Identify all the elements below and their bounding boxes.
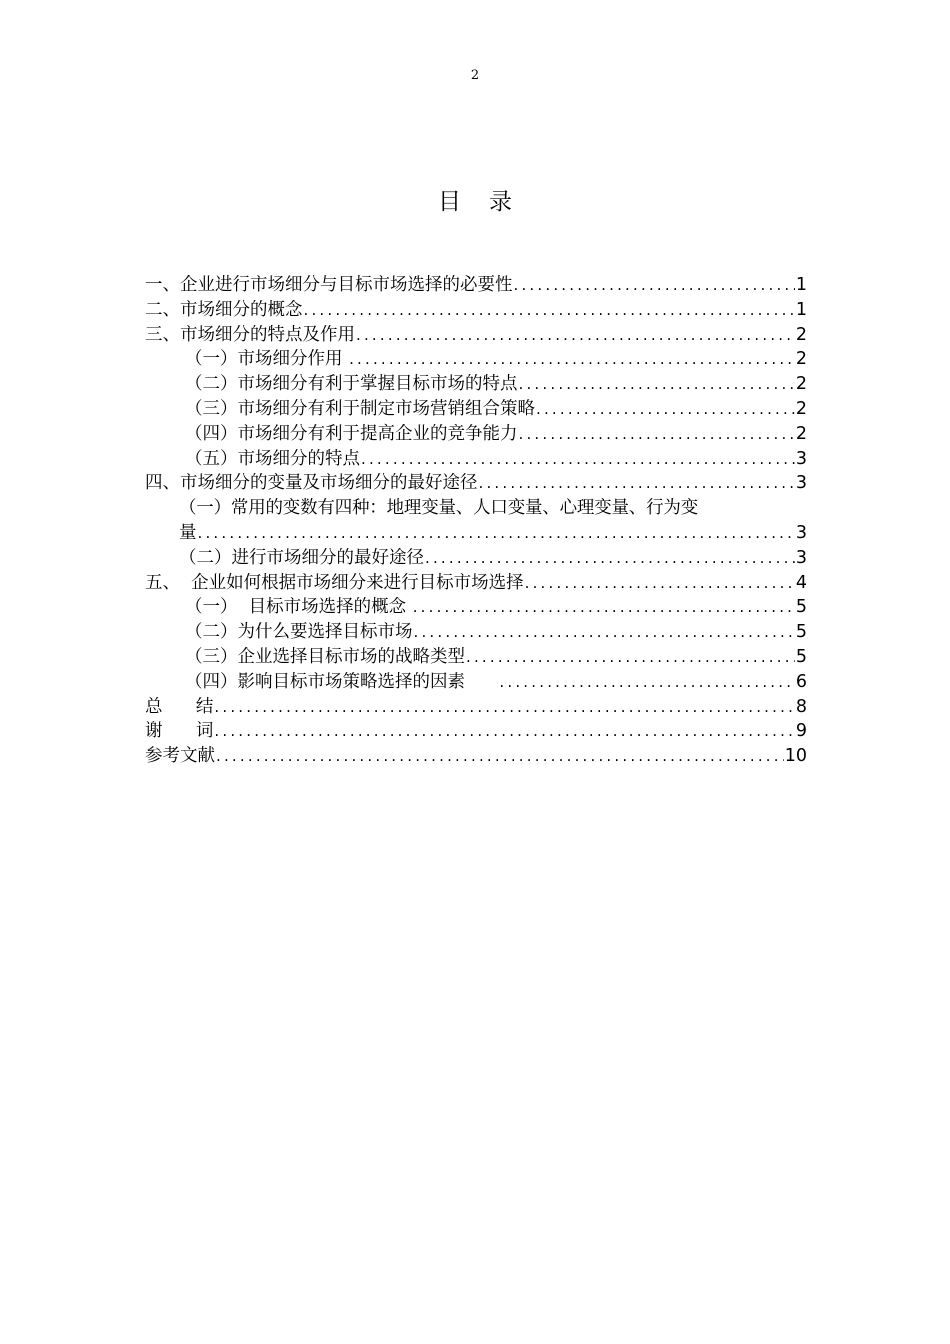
toc-entry-page: 10 bbox=[784, 746, 807, 767]
toc-entry-title: （一）市场细分作用 bbox=[185, 349, 349, 370]
toc-entry-page: 1 bbox=[795, 275, 807, 295]
toc-entry-title: （二）进行市场细分的最好途径 bbox=[179, 547, 424, 568]
toc-entry[interactable] bbox=[145, 695, 807, 720]
toc-dot-leader bbox=[413, 595, 795, 620]
toc-entry-title: （五）市场细分的特点 bbox=[185, 448, 360, 469]
toc-entry-page: 3 bbox=[795, 448, 807, 469]
toc-entry-title: （二）为什么要选择目标市场 bbox=[185, 622, 413, 643]
toc-dot-leader bbox=[536, 397, 795, 422]
toc-entry-title: （三）市场细分有利于制定市场营销组合策略 bbox=[185, 398, 535, 419]
toc-entry-title: 谢 词 bbox=[145, 721, 214, 742]
toc-title-char-2: 录 bbox=[489, 189, 512, 215]
toc-entry[interactable] bbox=[145, 670, 807, 695]
toc-entry-page: 5 bbox=[795, 622, 807, 643]
toc-entry-title: 一、企业进行市场细分与目标市场选择的必要性 bbox=[145, 275, 513, 295]
toc-dot-leader bbox=[349, 347, 795, 372]
toc-entry-page: 6 bbox=[795, 671, 807, 692]
toc-dot-leader bbox=[216, 744, 784, 769]
toc-entry[interactable] bbox=[145, 273, 807, 298]
toc-dot-leader bbox=[198, 521, 795, 546]
toc-entry-title: 二、市场细分的概念 bbox=[145, 299, 303, 320]
toc-entry-page: 3 bbox=[795, 522, 807, 543]
toc-entry[interactable] bbox=[145, 323, 807, 348]
page-number: 2 bbox=[470, 68, 480, 83]
toc-entry-page: 9 bbox=[795, 721, 807, 742]
toc-entry[interactable] bbox=[145, 298, 807, 323]
toc-entry[interactable] bbox=[145, 447, 807, 472]
toc-entry-title: 总 结 bbox=[145, 696, 214, 717]
toc-dot-leader bbox=[514, 273, 795, 298]
toc-entry[interactable] bbox=[145, 372, 807, 397]
toc-entry-page: 5 bbox=[795, 646, 807, 667]
toc-dot-leader bbox=[479, 471, 795, 496]
toc-dot-leader bbox=[499, 670, 794, 695]
toc-entry[interactable] bbox=[145, 595, 807, 620]
toc-entry-title: 五、 企业如何根据市场细分来进行目标市场选择 bbox=[145, 572, 524, 593]
toc-entry-page: 3 bbox=[795, 547, 807, 568]
toc-dot-leader bbox=[214, 695, 794, 720]
toc-entry[interactable] bbox=[145, 397, 807, 422]
toc-dot-leader bbox=[214, 719, 794, 744]
toc-entry[interactable] bbox=[145, 546, 807, 571]
toc-title bbox=[0, 183, 950, 216]
toc-dot-leader bbox=[304, 298, 795, 323]
toc-dot-leader bbox=[525, 571, 795, 596]
toc-entry[interactable] bbox=[145, 744, 807, 769]
toc-entry[interactable] bbox=[145, 471, 807, 496]
toc-entry-page: 2 bbox=[795, 349, 807, 370]
toc-entry-title: （四）市场细分有利于提高企业的竞争能力 bbox=[185, 423, 518, 444]
toc-entry[interactable] bbox=[145, 719, 807, 744]
toc-entry-title: 量 bbox=[179, 522, 197, 543]
toc-entry[interactable] bbox=[145, 620, 807, 645]
toc-dot-leader bbox=[466, 645, 795, 670]
toc-entry[interactable] bbox=[145, 571, 807, 596]
toc-entry-title: 参考文献 bbox=[145, 746, 215, 767]
table-of-contents bbox=[145, 273, 807, 769]
toc-entry-title: 三、市场细分的特点及作用 bbox=[145, 324, 355, 345]
toc-entry-title: （二）市场细分有利于掌握目标市场的特点 bbox=[185, 374, 518, 395]
toc-entry-page: 1 bbox=[795, 299, 807, 320]
toc-dot-leader bbox=[519, 422, 795, 447]
toc-entry[interactable] bbox=[145, 422, 807, 447]
toc-entry-title: （三）企业选择目标市场的战略类型 bbox=[185, 646, 465, 667]
toc-entry-page: 2 bbox=[795, 374, 807, 395]
toc-dot-leader bbox=[356, 323, 795, 348]
toc-entry-page: 8 bbox=[795, 696, 807, 717]
toc-entry-page: 4 bbox=[795, 572, 807, 593]
toc-entry-page: 2 bbox=[795, 423, 807, 444]
toc-entry-wrapped-line[interactable]: （一）常用的变数有四种：地理变量、人口变量、心理变量、行为变 bbox=[179, 498, 698, 519]
toc-dot-leader bbox=[519, 372, 795, 397]
toc-entry[interactable] bbox=[145, 521, 807, 546]
toc-entry[interactable] bbox=[145, 645, 807, 670]
toc-entry-page: 5 bbox=[795, 597, 807, 618]
toc-entry-title: （一） 目标市场选择的概念 bbox=[185, 597, 412, 618]
toc-title-char-1: 目 bbox=[438, 189, 461, 215]
toc-entry-page: 2 bbox=[795, 398, 807, 419]
toc-entry-title: （四）影响目标市场策略选择的因素 bbox=[185, 671, 499, 692]
toc-entry-page: 2 bbox=[795, 324, 807, 345]
toc-entry[interactable] bbox=[145, 347, 807, 372]
toc-dot-leader bbox=[361, 447, 795, 472]
toc-dot-leader bbox=[414, 620, 795, 645]
toc-entry-page: 3 bbox=[795, 473, 807, 494]
toc-entry-title: 四、市场细分的变量及市场细分的最好途径 bbox=[145, 473, 478, 494]
toc-dot-leader bbox=[425, 546, 795, 571]
